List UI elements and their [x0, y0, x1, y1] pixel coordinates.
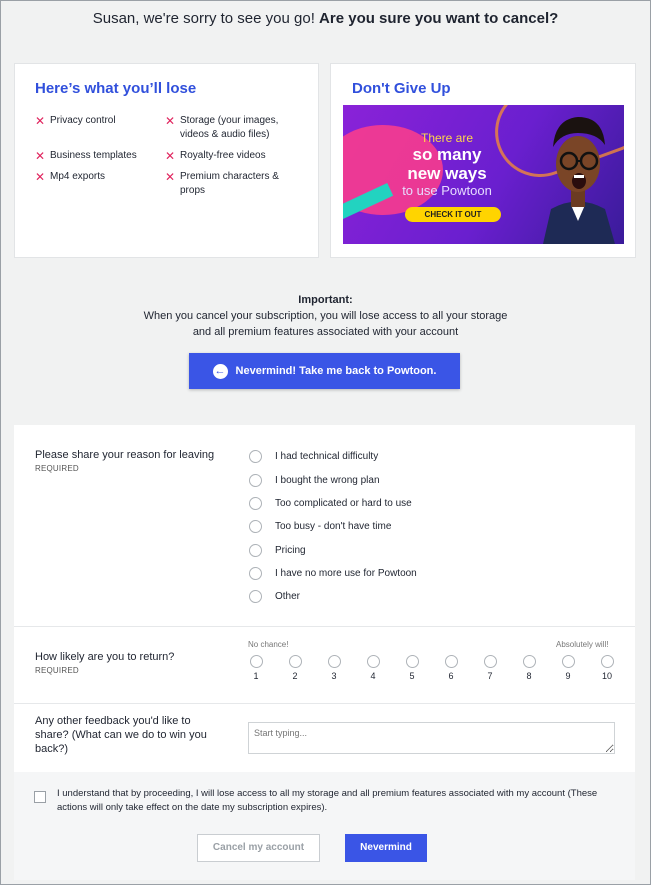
x-icon: ✕ [165, 170, 176, 184]
check-it-out-button[interactable]: CHECK IT OUT [405, 207, 501, 222]
lose-card [14, 63, 319, 258]
radio-button[interactable] [249, 544, 262, 557]
dont-give-up-card [330, 63, 636, 258]
scale-option[interactable]: 8 [519, 655, 539, 681]
radio-button[interactable] [249, 567, 262, 580]
radio-button[interactable] [367, 655, 380, 668]
lose-item: ✕ Mp4 exports [35, 170, 106, 184]
required-label: REQUIRED [35, 464, 79, 473]
dont-give-up-title: Don't Give Up [352, 80, 451, 97]
promo-banner[interactable] [343, 105, 624, 244]
cancel-account-button[interactable]: Cancel my account [197, 834, 320, 862]
radio-button[interactable] [601, 655, 614, 668]
scale-low-label: No chance! [248, 640, 289, 649]
confirm-area [14, 772, 635, 880]
radio-button[interactable] [249, 520, 262, 533]
lose-card-title: Here’s what you’ll lose [35, 80, 197, 97]
lose-item: ✕ Royalty-free videos [165, 149, 266, 163]
reason-option[interactable]: Too busy - don't have time [249, 518, 391, 534]
scale-option[interactable]: 1 [246, 655, 266, 681]
feedback-input[interactable] [248, 722, 615, 754]
person-illustration [533, 109, 623, 244]
page-heading [0, 10, 651, 27]
radio-button[interactable] [289, 655, 302, 668]
return-section [14, 627, 635, 704]
scale-option[interactable]: 7 [480, 655, 500, 681]
important-notice: Important: When you cancel your subscription, you will lose access to all your storage and all premium features associated with your account [143, 294, 508, 338]
x-icon: ✕ [165, 114, 176, 128]
x-icon: ✕ [35, 149, 46, 163]
confirm-text: I understand that by proceeding, I will lose access to all my storage and all premium features associated with my account (These actions will only take effect on the date my subscription expires). [57, 788, 598, 813]
greeting-text: Susan, we're sorry to see you go! [92, 10, 315, 27]
radio-button[interactable] [406, 655, 419, 668]
back-to-powtoon-button[interactable]: ← Nevermind! Take me back to Powtoon. [189, 353, 460, 389]
radio-button[interactable] [249, 497, 262, 510]
scale-option[interactable]: 5 [402, 655, 422, 681]
promo-text: There are so many new ways to use Powtoon [402, 131, 492, 198]
lose-item: ✕ Storage (your images, videos & audio files) [165, 114, 279, 140]
radio-button[interactable] [250, 655, 263, 668]
radio-button[interactable] [249, 474, 262, 487]
reason-option[interactable]: Too complicated or hard to use [249, 495, 412, 511]
arrow-left-icon: ← [214, 364, 226, 377]
reason-label: Please share your reason for leaving [35, 449, 215, 461]
lose-item: ✕ Privacy control [35, 114, 116, 128]
reason-option[interactable]: I have no more use for Powtoon [249, 565, 417, 581]
x-icon: ✕ [165, 149, 176, 163]
scale-option[interactable]: 10 [597, 655, 617, 681]
scale-option[interactable]: 6 [441, 655, 461, 681]
radio-button[interactable] [445, 655, 458, 668]
cancel-form [14, 425, 635, 880]
radio-button[interactable] [562, 655, 575, 668]
reason-option[interactable]: I bought the wrong plan [249, 472, 380, 488]
reason-section [14, 425, 635, 627]
radio-button[interactable] [249, 590, 262, 603]
radio-button[interactable] [523, 655, 536, 668]
reason-option[interactable]: I had technical difficulty [249, 448, 378, 464]
required-label: REQUIRED [35, 666, 79, 675]
lose-item: ✕ Business templates [35, 149, 137, 163]
scale-option[interactable]: 2 [285, 655, 305, 681]
confirm-checkbox[interactable] [34, 791, 46, 803]
scale-option[interactable]: 3 [324, 655, 344, 681]
scale-high-label: Absolutely will! [556, 640, 609, 649]
x-icon: ✕ [35, 170, 46, 184]
nevermind-button[interactable]: Nevermind [345, 834, 427, 862]
radio-button[interactable] [484, 655, 497, 668]
lose-item: ✕ Premium characters & props [165, 170, 279, 196]
scale-option[interactable]: 9 [558, 655, 578, 681]
reason-option[interactable]: Other [249, 588, 300, 604]
feedback-label: Any other feedback you'd like to share? (What can we do to win you back?) [35, 715, 207, 755]
radio-button[interactable] [249, 450, 262, 463]
cancel-question: Are you sure you want to cancel? [319, 10, 559, 27]
x-icon: ✕ [35, 114, 46, 128]
radio-button[interactable] [328, 655, 341, 668]
return-label: How likely are you to return? [35, 651, 175, 663]
reason-option[interactable]: Pricing [249, 542, 306, 558]
scale-option[interactable]: 4 [363, 655, 383, 681]
